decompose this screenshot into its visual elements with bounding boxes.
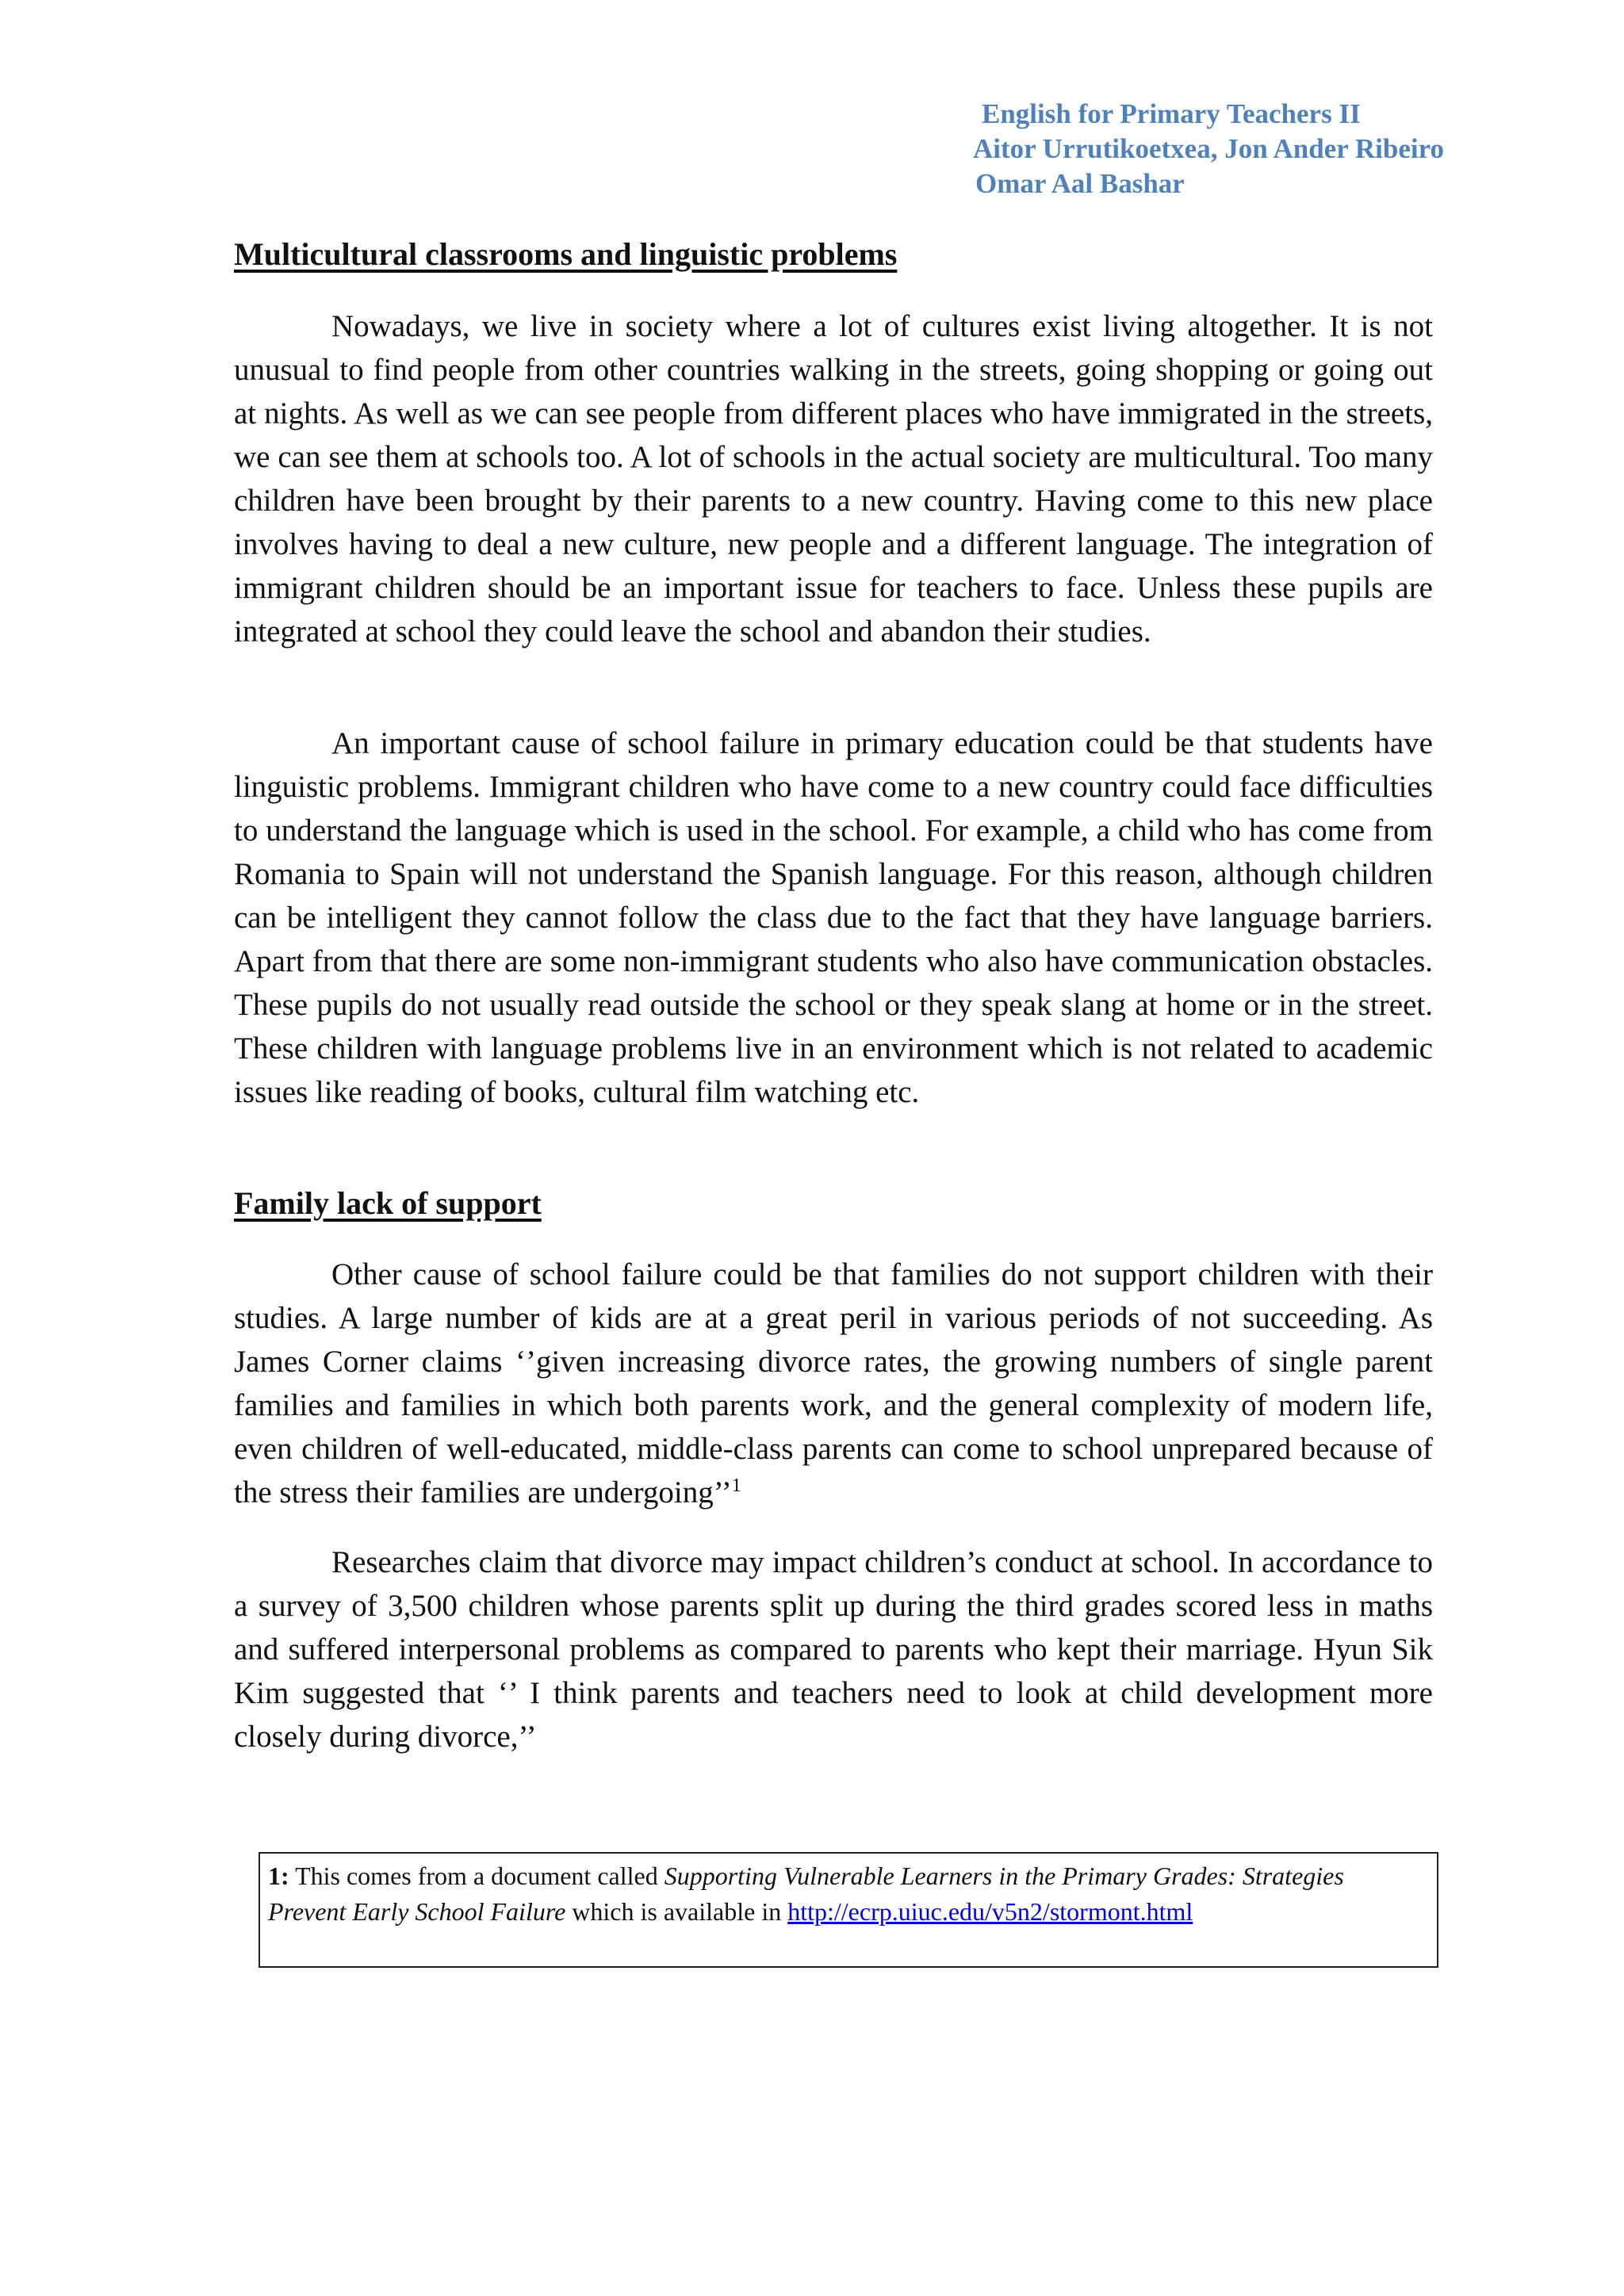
footnote-line-1 [268, 1858, 1438, 1894]
footnote-line-2 [268, 1894, 1438, 1930]
footnote-source-title-cont: Prevent Early School Failure [268, 1897, 566, 1926]
footnote-box [259, 1852, 1438, 1968]
paragraph: An important cause of school failure in primary education could be that students have linguistic problems. Immigrant children who have come to a new country could face difficulties to understand the language which is used in the school. For example, a child who has come from Romania to Spain will not understand the Spanish language. For this reason, although children can be intelligent they cannot follow the class due to the fact that they have language barriers. Apart from that there are some non-immigrant students who also have communication obstacles. These pupils do not usually read outside the school or they speak slang at home or in the street. These children with language problems live in an environment which is not related to academic issues like reading of books, cultural film watching etc. [234, 726, 1433, 1109]
footnote-number: 1: [268, 1862, 289, 1890]
course-title: English for Primary Teachers II [982, 98, 1361, 129]
paragraph: Researches claim that divorce may impact children’s conduct at school. In accordance to a survey of 3,500 children whose parents split up during the third grades scored less in maths and suffered interpersonal problems as compared to parents who kept their marriage. Hyun Sik Kim suggested that ‘’ I think parents and teachers need to look at child development more closely during divorce,’’ [234, 1545, 1433, 1754]
paragraph: Nowadays, we live in society where a lot of cultures exist living altogether. It is not unusual to find people from other countries walking in the streets, going shopping or going out at nights. As well as we can see people from different places who have immigrated in the streets, we can see them at schools too. A lot of schools in the actual society are multicultural. Too many children have been brought by their parents to a new country. Having come to this new place involves having to deal a new culture, new people and a different language. The integration of immigrant children should be an important issue for teachers to face. Unless these pupils are integrated at school they could leave the school and abandon their studies. [234, 309, 1433, 649]
footnote-source-title: Supporting Vulnerable Learners in the Primary Grades: Strategies [664, 1862, 1344, 1890]
footnote-reference[interactable]: 1 [731, 1475, 741, 1496]
authors-line-2: Omar Aal Bashar [975, 168, 1185, 199]
section-heading-multicultural: Multicultural classrooms and linguistic problems [234, 236, 898, 272]
section-heading-family-support: Family lack of support [234, 1185, 542, 1221]
authors-line-1: Aitor Urrutikoetxea, Jon Ander Ribeiro [973, 133, 1444, 164]
footnote-text [268, 1858, 1438, 1930]
footnote-text-after: which is available in [565, 1897, 788, 1926]
paragraph-text: Other cause of school failure could be that families do not support children with their studies. A large number of kids are at a great peril in various periods of not succeeding. As James Corner claims ‘’given increasing divorce rates, the growing numbers of single parent families and families in which both parents work, and the general complexity of modern life, even children of well-educated, middle-class parents can come to school unprepared because of the stress their families are undergoing’’ [234, 1257, 1433, 1510]
footnote-link[interactable]: http://ecrp.uiuc.edu/v5n2/stormont.html [787, 1897, 1193, 1926]
paragraph [234, 1253, 1433, 1514]
footnote-text-before: This comes from a document called [289, 1862, 665, 1890]
